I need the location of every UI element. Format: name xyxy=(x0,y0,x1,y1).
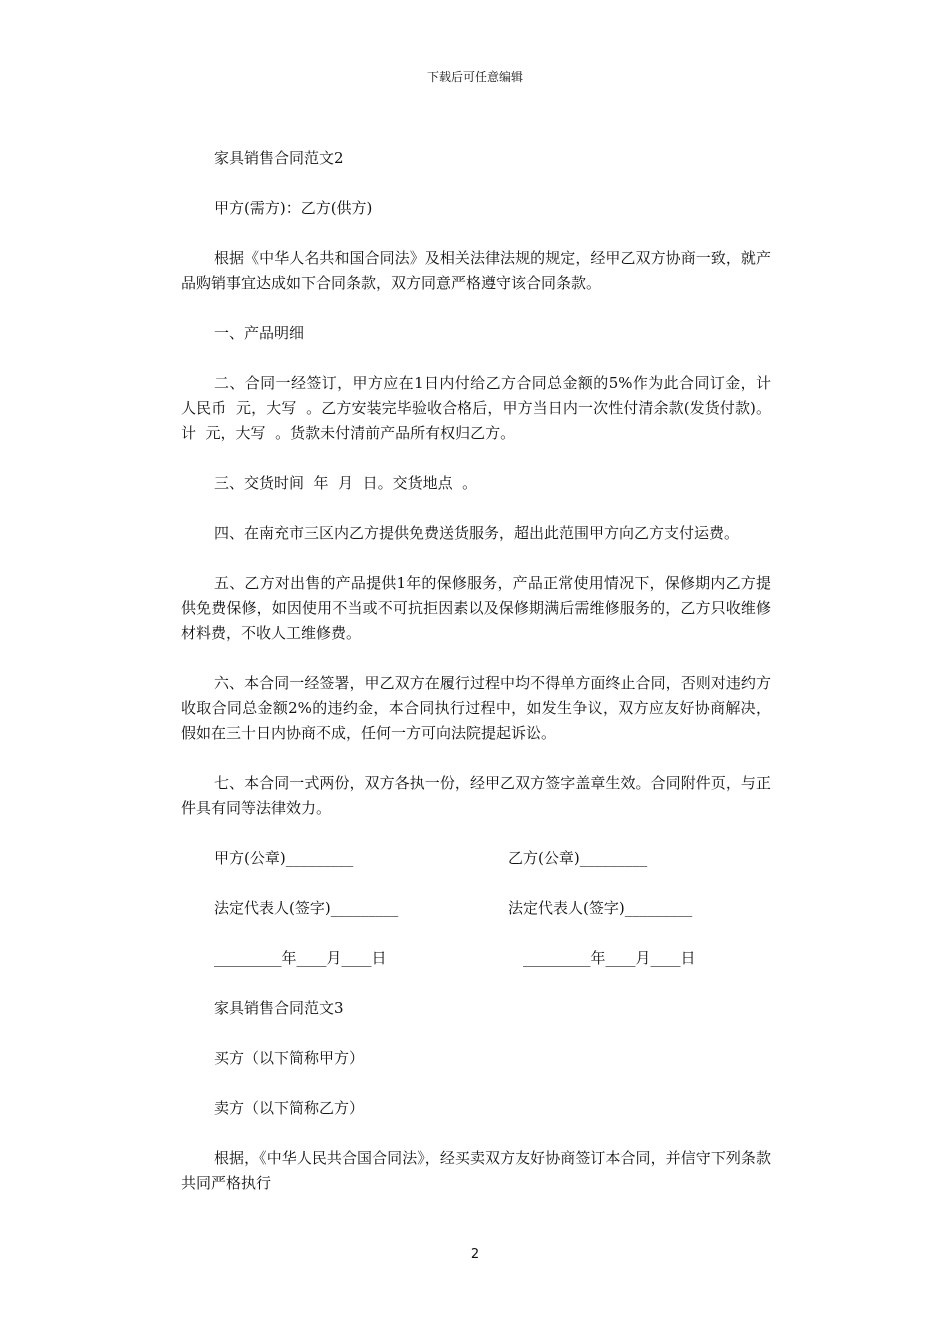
signature-row-rep xyxy=(181,896,771,921)
party-a-date: _________年____月____日 xyxy=(214,949,387,967)
doc-title-3: 家具销售合同范文3 xyxy=(214,999,344,1017)
parties-line: 甲方(需方)：乙方(供方) xyxy=(214,199,373,217)
clause-2: 二、合同一经签订，甲方应在1日内付给乙方合同总金额的5%作为此合同订金，计人民币 元，大写 。乙方安装完毕验收合格后，甲方当日内一次性付清余款(发货付款)。计 元，大写 。货款未付清前产品所有权归乙方。 xyxy=(181,374,771,442)
preamble-paragraph-3: 根据，《中华人民共合国合同法》，经买卖双方友好协商签订本合同，并信守下列条款共同严格执行 xyxy=(181,1149,771,1192)
document-body xyxy=(181,146,771,1221)
party-b-date: _________年____月____日 xyxy=(523,949,696,967)
seller-line: 卖方（以下简称乙方） xyxy=(214,1099,365,1117)
clause-4: 四、在南充市三区内乙方提供免费送货服务，超出此范围甲方向乙方支付运费。 xyxy=(214,524,740,542)
party-a-representative: 法定代表人(签字)_________ xyxy=(214,899,399,917)
page-header: 下载后可任意编辑 xyxy=(426,70,523,84)
party-a-seal: 甲方(公章)_________ xyxy=(214,849,354,867)
signature-row-date xyxy=(181,946,771,971)
clause-1: 一、产品明细 xyxy=(214,324,305,342)
clause-3: 三、交货时间 年 月 日。交货地点 。 xyxy=(214,474,478,492)
doc-title-2: 家具销售合同范文2 xyxy=(214,149,344,167)
buyer-line: 买方（以下简称甲方） xyxy=(214,1049,365,1067)
clause-5: 五、乙方对出售的产品提供1年的保修服务，产品正常使用情况下，保修期内乙方提供免费保修，如因使用不当或不可抗拒因素以及保修期满后需维修服务的，乙方只收维修材料费，不收人工维修费。 xyxy=(181,574,771,642)
party-b-seal: 乙方(公章)_________ xyxy=(508,849,648,867)
clause-7: 七、本合同一式两份，双方各执一份，经甲乙双方签字盖章生效。合同附件页，与正件具有同等法律效力。 xyxy=(181,774,771,817)
signature-row-seal xyxy=(181,846,771,871)
page-number: 2 xyxy=(470,1247,480,1262)
clause-6: 六、本合同一经签署，甲乙双方在履行过程中均不得单方面终止合同，否则对违约方收取合同总金额2%的违约金，本合同执行过程中，如发生争议，双方应友好协商解决，假如在三十日内协商不成，任何一方可向法院提起诉讼。 xyxy=(181,674,771,742)
party-b-representative: 法定代表人(签字)_________ xyxy=(508,899,693,917)
preamble-paragraph: 根据《中华人名共和国合同法》及相关法律法规的规定，经甲乙双方协商一致，就产品购销事宜达成如下合同条款，双方同意严格遵守该合同条款。 xyxy=(181,249,771,292)
